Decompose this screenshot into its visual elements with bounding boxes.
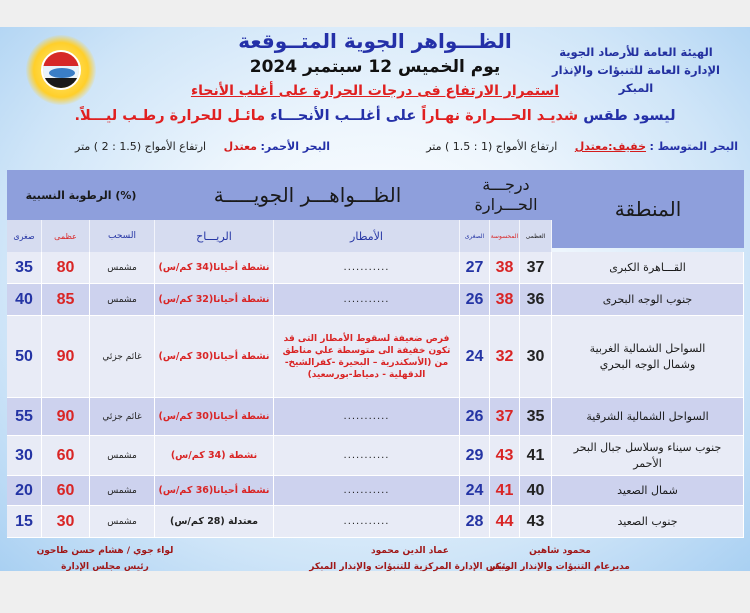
signature-title: رئيس الإدارة المركزية للتنبؤات والإنذار المبكر (309, 562, 511, 572)
cell-temp-min: 26 (460, 284, 490, 316)
cell-humidity-max: 85 (42, 284, 90, 316)
header-temp-min: الصغرى (460, 220, 490, 252)
cell-temp-max: 35 (520, 398, 552, 436)
cell-rain: ........... (274, 284, 460, 316)
cell-wind: نشطة أحيانا(30 كم/س) (155, 316, 274, 398)
cell-temp-max: 41 (520, 436, 552, 476)
cell-temp-max: 43 (520, 506, 552, 538)
cell-humidity-min: 40 (7, 284, 42, 316)
signature-title: مديرعام التنبؤات والإنذار المبكر (490, 562, 630, 572)
cell-rain: ........... (274, 252, 460, 284)
sea-red-waves: ارتفاع الأمواج (1.5 : 2 ) متر (75, 140, 207, 153)
header-hum-max: عظمى (42, 220, 90, 252)
cell-humidity-min: 30 (7, 436, 42, 476)
summary-part-2: شديـد الحـــرارة نهـاراً (421, 108, 579, 124)
sea-med-waves: ارتفاع الأمواج (1 : 1.5 ) متر (426, 140, 558, 153)
sea-red (75, 140, 330, 153)
sea-med (426, 140, 738, 153)
cell-temp-min: 24 (460, 476, 490, 506)
cell-temp-min: 29 (460, 436, 490, 476)
cell-rain: ........... (274, 506, 460, 538)
cell-wind: نشطة أحيانا(34 كم/س) (155, 252, 274, 284)
cell-temp-min: 28 (460, 506, 490, 538)
cell-clouds: غائم جزئي (90, 316, 155, 398)
cell-wind: نشطة أحيانا(30 كم/س) (155, 398, 274, 436)
header-clouds: السحب (90, 220, 155, 252)
cell-region: جنوب سيناء وسلاسل جبال البحر الأحمر (552, 436, 744, 476)
header-humidity: الرطوبة النسبية (%) (7, 170, 155, 220)
cell-temp-max: 37 (520, 252, 552, 284)
cell-humidity-min: 55 (7, 398, 42, 436)
cell-wind: نشطة أحيانا(32 كم/س) (155, 284, 274, 316)
signature-title: رئيس مجلس الإدارة (61, 562, 149, 572)
cell-humidity-max: 80 (42, 252, 90, 284)
cell-humidity-max: 90 (42, 316, 90, 398)
cell-rain: فرص ضعيفة لسقوط الأمطار التى قد تكون خفيفة الى متوسطة علي مناطق من (الأسكندرية – البحيرة -كفرالشيخ-الدقهلية - دمياط-بورسعيد) (274, 316, 460, 398)
bulletin-title: الظـــواهر الجوية المتــوقعة (238, 29, 512, 53)
cell-humidity-min: 35 (7, 252, 42, 284)
cell-clouds: مشمس (90, 506, 155, 538)
cell-temp-feels: 38 (490, 284, 520, 316)
cell-temp-feels: 43 (490, 436, 520, 476)
cell-temp-feels: 32 (490, 316, 520, 398)
cell-humidity-max: 30 (42, 506, 90, 538)
header-temp-feels: المحسوسة (490, 220, 520, 252)
sea-med-state: خفيف:معتدل (574, 140, 647, 153)
cell-humidity-min: 15 (7, 506, 42, 538)
summary-part-4: مائـل للحرارة رطـب ليـــلاً. (74, 108, 266, 124)
cell-clouds: مشمس (90, 252, 155, 284)
signature-name: محمود شاهين (529, 546, 591, 556)
cell-temp-max: 30 (520, 316, 552, 398)
cell-humidity-max: 60 (42, 476, 90, 506)
cell-humidity-min: 50 (7, 316, 42, 398)
cell-temp-min: 27 (460, 252, 490, 284)
header-wind: الريـــاح (155, 220, 274, 252)
org-line-1: الهيئة العامة للأرصاد الجوية (559, 45, 713, 59)
cell-temp-min: 24 (460, 316, 490, 398)
cell-clouds: غائم جزئي (90, 398, 155, 436)
cell-wind: نشطة أحيانا(36 كم/س) (155, 476, 274, 506)
signature-2 (280, 546, 540, 572)
org-line-2: الإدارة العامة للتنبؤات والإنذار المبكر (552, 63, 720, 95)
cell-humidity-max: 60 (42, 436, 90, 476)
cell-temp-feels: 37 (490, 398, 520, 436)
cell-rain: ........... (274, 476, 460, 506)
cell-region: القـــاهرة الكبرى (552, 252, 744, 284)
cell-region: جنوب الوجه البحرى (552, 284, 744, 316)
signature-name: لواء جوي / هشام حسن طاحون (36, 546, 174, 556)
cell-rain: ........... (274, 398, 460, 436)
cell-temp-feels: 41 (490, 476, 520, 506)
sea-med-label: البحر المتوسط : (649, 140, 738, 153)
header-phenomena: الظـــواهـــر الجويـــــة (155, 170, 460, 220)
cell-region: جنوب الصعيد (552, 506, 744, 538)
signature-3 (30, 546, 180, 572)
cell-temp-max: 40 (520, 476, 552, 506)
forecast-bulletin (0, 27, 750, 571)
cell-clouds: مشمس (90, 284, 155, 316)
cell-temp-feels: 38 (490, 252, 520, 284)
header-hum-min: صغرى (7, 220, 42, 252)
header-temp-max: العظمى (520, 220, 552, 252)
forecast-table (7, 170, 744, 540)
cell-temp-min: 26 (460, 398, 490, 436)
cell-region: السواحل الشمالية الغربية وشمال الوجه البحري (552, 316, 744, 398)
cell-clouds: مشمس (90, 476, 155, 506)
signature-name: عماد الدين محمود (371, 546, 449, 556)
cell-temp-max: 36 (520, 284, 552, 316)
cell-wind: نشطة (34 كم/س) (155, 436, 274, 476)
cell-wind: معتدلة (28 كم/س) (155, 506, 274, 538)
sea-red-state: معتدل (223, 140, 257, 153)
cell-humidity-max: 90 (42, 398, 90, 436)
summary (0, 108, 750, 124)
header-region: المنطقة (552, 170, 744, 248)
cell-region: شمال الصعيد (552, 476, 744, 506)
cell-rain: ........... (274, 436, 460, 476)
sea-red-label: البحر الأحمر: (260, 140, 330, 153)
cell-clouds: مشمس (90, 436, 155, 476)
summary-part-1: ليسود طقس (583, 108, 676, 124)
summary-part-3: على أغلــب الأنحـــاء (270, 108, 417, 124)
headline: استمرار الارتفاع فى درجات الحرارة على أغلب الأنحاء (190, 83, 560, 99)
cell-humidity-min: 20 (7, 476, 42, 506)
header-rain: الأمطار (274, 220, 460, 252)
cell-region: السواحل الشمالية الشرقية (552, 398, 744, 436)
bulletin-date: يوم الخميس 12 سبتمبر 2024 (249, 57, 501, 77)
cell-temp-feels: 44 (490, 506, 520, 538)
header-temperature: درجـــة الحـــرارة (460, 170, 552, 220)
